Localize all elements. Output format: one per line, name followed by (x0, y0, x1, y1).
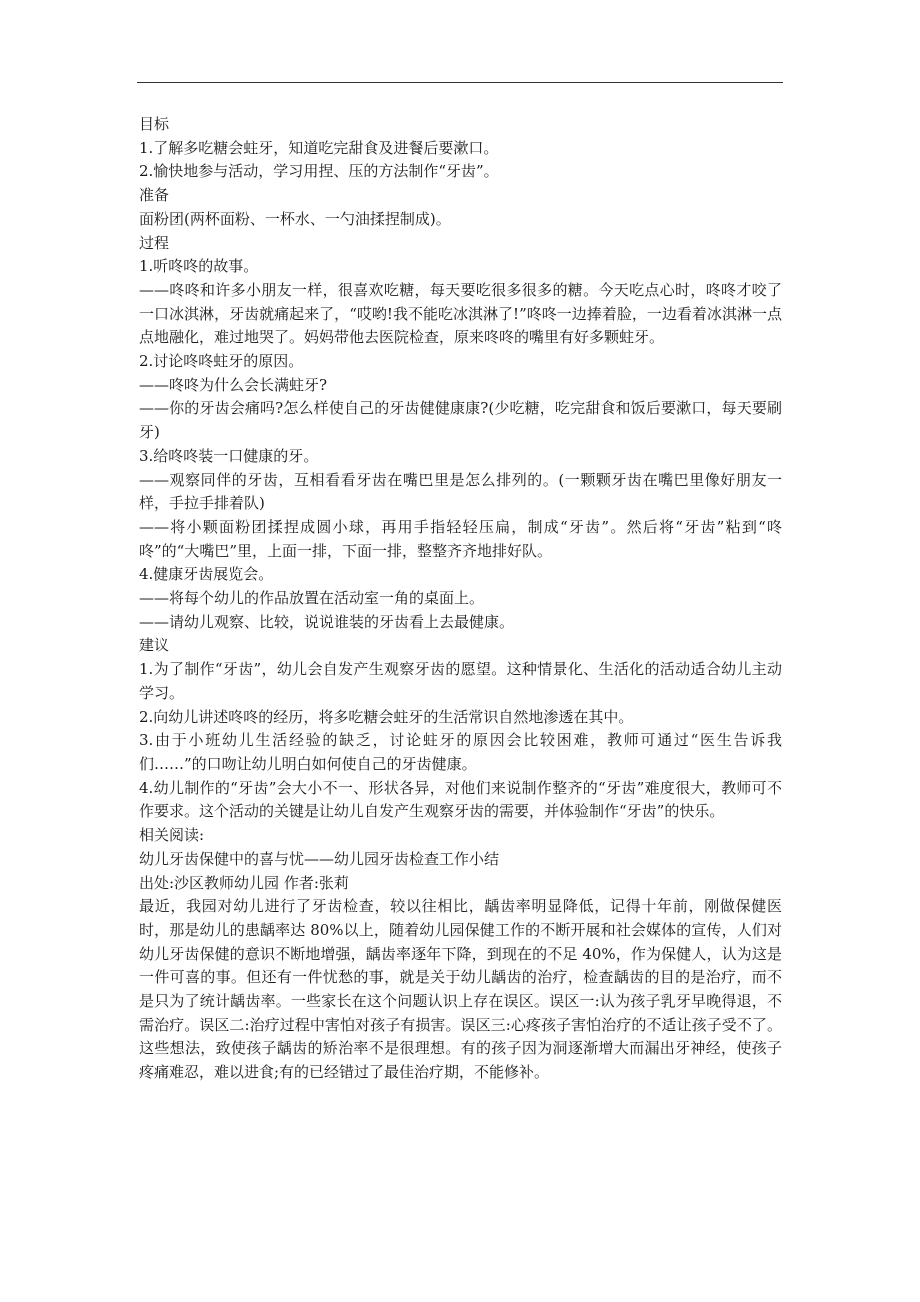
story-paragraph: ——咚咚和许多小朋友一样，很喜欢吃糖，每天要吃很多很多的糖。今天吃点心时，咚咚才咬了一口冰淇淋，牙齿就痛起来了，“哎哟!我不能吃冰淇淋了!”咚咚一边捧着脸，一边看着冰淇淋一点点地融化，难过地哭了。妈妈带他去医院检查，原来咚咚的嘴里有好多颗蛀牙。 (139, 280, 782, 347)
suggestion-1: 1.为了制作“牙齿”，幼儿会自发产生观察牙齿的愿望。这种情景化、生活化的活动适合幼儿主动学习。 (139, 660, 782, 702)
process-step-3: 3.给咚咚装一口健康的牙。 (139, 446, 319, 465)
article-title: 幼儿牙齿保健中的喜与忧——幼儿园牙齿检查工作小结 (139, 849, 500, 868)
process-step-1: 1.听咚咚的故事。 (139, 257, 259, 276)
section-heading-preparation: 准备 (139, 186, 170, 205)
goal-item-2: 2.愉快地参与活动，学习用捏、压的方法制作“牙齿”。 (139, 162, 499, 181)
section-heading-goals: 目标 (139, 115, 170, 133)
exhibit-place: ——将每个幼儿的作品放置在活动室一角的桌面上。 (139, 589, 485, 608)
discussion-question-1: ——咚咚为什么会长满蛀牙? (139, 375, 328, 394)
section-heading-related-reading: 相关阅读: (139, 826, 205, 845)
preparation-text: 面粉团(两杯面粉、一杯水、一勺油揉捏制成)。 (139, 209, 451, 228)
section-heading-process: 过程 (139, 233, 170, 252)
section-heading-suggestions: 建议 (139, 636, 170, 655)
process-step-4: 4.健康牙齿展览会。 (139, 565, 274, 584)
suggestion-4: 4.幼儿制作的“牙齿”会大小不一、形状各异，对他们来说制作整齐的“牙齿”难度很大，教师可不作要求。这个活动的关键是让幼儿自发产生观察牙齿的需要，并体验制作“牙齿”的快乐。 (139, 778, 782, 821)
discussion-question-2: ——你的牙齿会痛吗?怎么样使自己的牙齿健健康康?(少吃糖，吃完甜食和饭后要漱口，每天要刷牙) (139, 399, 782, 442)
activity-make-teeth: ——将小颗面粉团揉捏成圆小球，再用手指轻轻压扁，制成“牙齿”。然后将“牙齿”粘到“咚咚”的“大嘴巴”里，上面一排，下面一排，整整齐齐地排好队。 (139, 517, 782, 560)
activity-observe: ——观察同伴的牙齿，互相看看牙齿在嘴巴里是怎么排列的。(一颗颗牙齿在嘴巴里像好朋友一样，手拉手排着队) (139, 470, 782, 513)
exhibit-compare: ——请幼儿观察、比较，说说谁装的牙齿看上去最健康。 (139, 612, 515, 631)
article-source: 出处:沙区教师幼儿园 作者:张莉 (139, 873, 349, 892)
goal-item-1: 1.了解多吃糖会蛀牙，知道吃完甜食及进餐后要漱口。 (139, 138, 499, 157)
article-body: 最近，我园对幼儿进行了牙齿检查，较以往相比，龋齿率明显降低，记得十年前，刚做保健医时，那是幼儿的患龋率达 80%以上，随着幼儿园保健工作的不断开展和社会媒体的宣传，人们对幼儿牙齿保健的意识不断地增强，龋齿率逐年下降，到现在的不足 40%，作为保健人，认为这是一件可喜的事。但还有一件忧愁的事，就是关于幼儿龋齿的治疗，检查龋齿的目的是治疗，而不是只为了统计龋齿率。一些家长在这个问题认识上存在误区。误区一:认为孩子乳牙早晚得退，不需治疗。误区二:治疗过程中害怕对孩子有损害。误区三:心疼孩子害怕治疗的不适让孩子受不了。这些想法，致使孩子龋齿的矫治率不是很理想。有的孩子因为洞逐渐增大而漏出牙神经，使孩子疼痛难忍，难以进食;有的已经错过了最佳治疗期，不能修补。 (139, 897, 782, 1082)
document-body (139, 113, 782, 1085)
suggestion-3: 3.由于小班幼儿生活经验的缺乏，讨论蛀牙的原因会比较困难，教师可通过“医生告诉我们……”的口吻让幼儿明白如何使自己的牙齿健康。 (139, 731, 782, 773)
header-rule (137, 82, 783, 83)
suggestion-2: 2.向幼儿讲述咚咚的经历，将多吃糖会蛀牙的生活常识自然地渗透在其中。 (139, 707, 634, 726)
process-step-2: 2.讨论咚咚蛀牙的原因。 (139, 352, 304, 371)
